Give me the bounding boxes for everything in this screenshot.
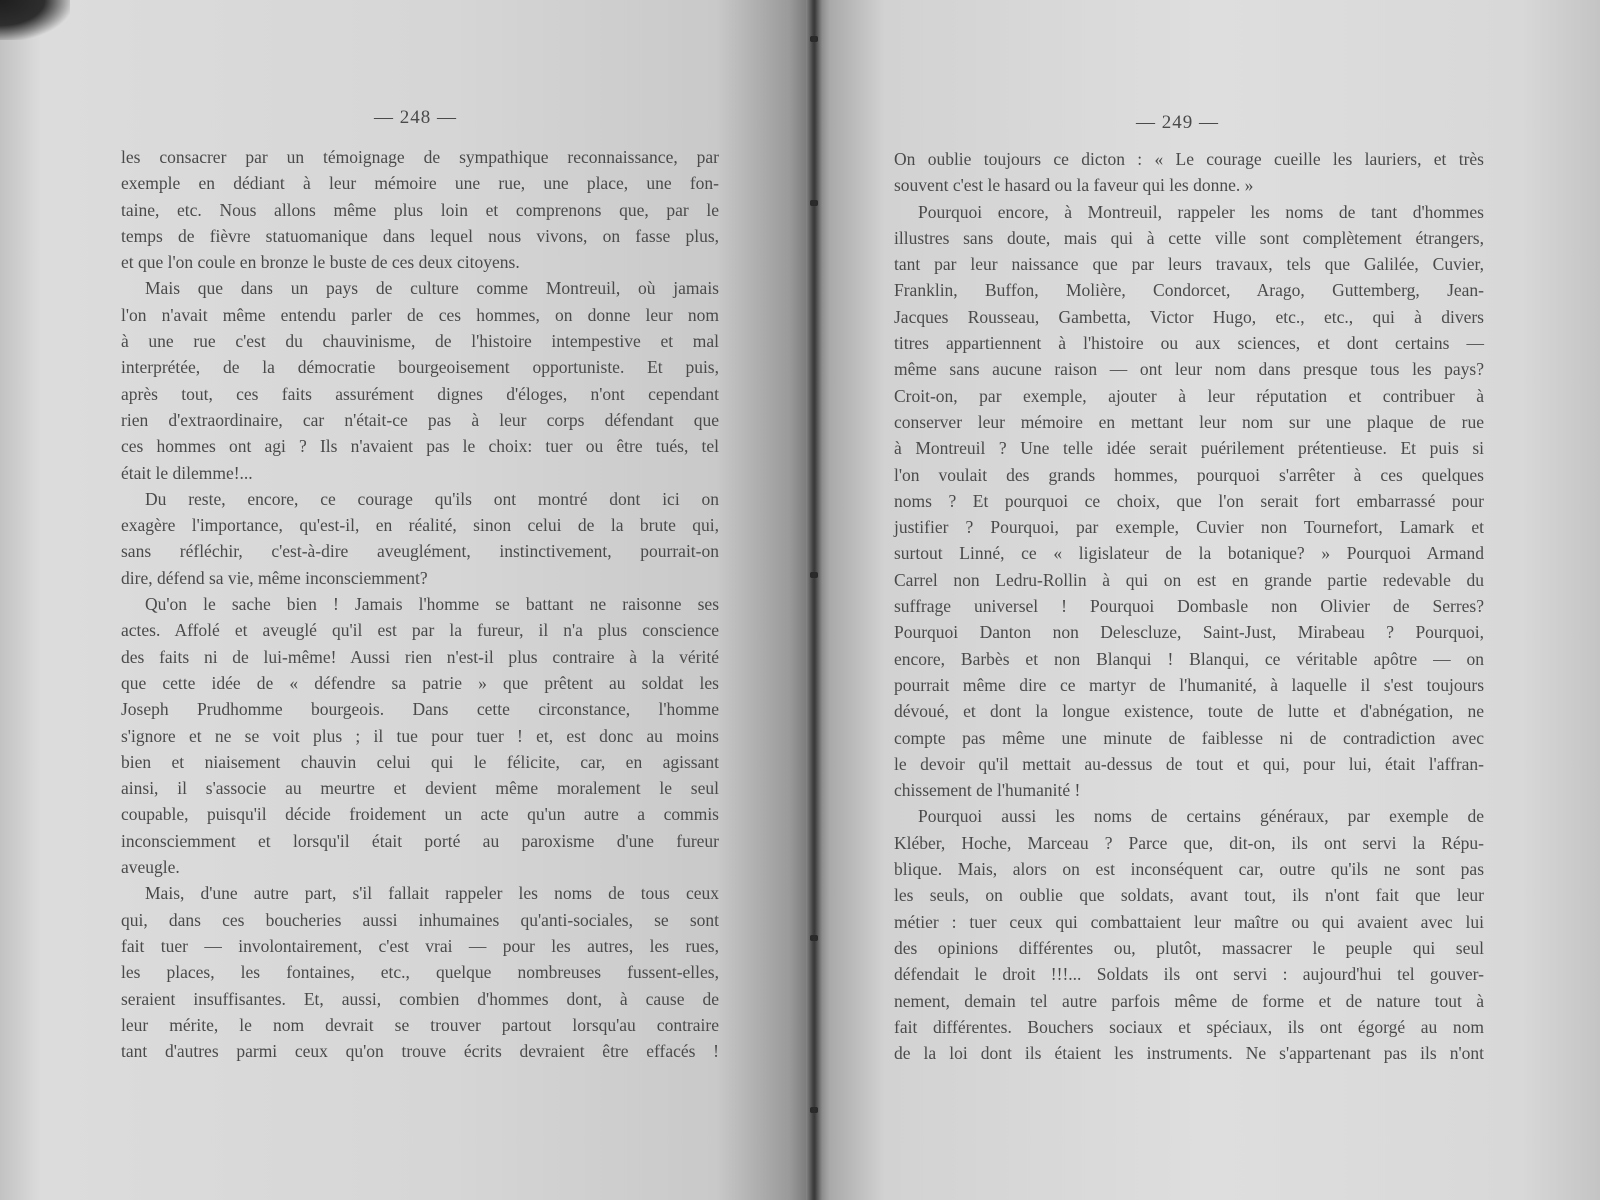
text-line: conserver leur mémoire en mettant leur nom sur une plaque de rue	[894, 411, 1484, 432]
text-line: et que l'on coule en bronze le buste de ces deux citoyens.	[121, 252, 520, 273]
text-line: des faits ni de lui-même! Aussi rien n'est-il plus contraire à la vérité	[121, 646, 719, 667]
text-line: Du reste, encore, ce courage qu'ils ont montré dont ici on	[145, 488, 719, 509]
text-line: noms ? Et pourquoi ce choix, que l'on serait fort embarrassé pour	[894, 490, 1484, 511]
text-line: Croit-on, par exemple, ajouter à leur réputation et contribuer à	[894, 385, 1484, 406]
text-line: exagère l'importance, qu'est-il, en réalité, sinon celui de la brute qui,	[121, 515, 719, 536]
text-line: les places, les fontaines, etc., quelque nombreuses fussent-elles,	[121, 962, 719, 983]
text-line: Pourquoi aussi les noms de certains généraux, par exemple de	[918, 806, 1484, 827]
text-line: aveugle.	[121, 857, 180, 878]
text-line: interprétée, de la démocratie bourgeoisement opportuniste. Et puis,	[121, 357, 719, 378]
text-line: même sans aucune raison — ont leur nom dans presque tous les pays?	[894, 359, 1484, 380]
text-line: blique. Mais, alors on est inconséquent car, outre qu'ils ne sont pas	[894, 859, 1484, 880]
text-line: des opinions différentes ou, plutôt, massacrer le peuple qui seul	[894, 937, 1484, 958]
text-line: Qu'on le sache bien ! Jamais l'homme se battant ne raisonne ses	[145, 594, 719, 615]
text-line: seraient insuffisantes. Et, aussi, combien d'hommes dont, à cause de	[121, 988, 719, 1009]
text-line: coupable, puisqu'il décide froidement un acte qu'un autre a commis	[121, 804, 719, 825]
text-line: Pourquoi Danton non Delescluze, Saint-Just, Mirabeau ? Pourquoi,	[894, 622, 1484, 643]
binding-stitch	[810, 1107, 818, 1113]
text-line: fait différentes. Bouchers sociaux et spéciaux, ils ont égorgé au nom	[894, 1016, 1484, 1037]
text-line: était le dilemme!...	[121, 462, 253, 483]
text-line: fait tuer — involontairement, c'est vrai — pour les autres, les rues,	[121, 935, 719, 956]
text-line: illustres sans doute, mais qui à cette ville sont complètement étrangers,	[894, 227, 1484, 248]
text-line: tant d'autres parmi ceux qu'on trouve écrits devraient être effacés !	[121, 1041, 719, 1062]
binding-stitch	[810, 572, 818, 578]
binding-stitch	[810, 200, 818, 206]
book-gutter	[806, 0, 822, 1200]
text-line: leur mérite, le nom devrait se trouver partout lorsqu'au contraire	[121, 1014, 719, 1035]
text-line: les consacrer par un témoignage de sympathique reconnaissance, par	[121, 147, 719, 167]
text-line: dire, défend sa vie, même inconsciemment?	[121, 567, 428, 588]
corner-shadow	[0, 0, 70, 40]
text-line: exemple en dédiant à leur mémoire une rue, une place, une fon-	[121, 173, 719, 194]
text-line: actes. Affolé et aveuglé qu'il est par la fureur, il n'a plus conscience	[121, 620, 719, 641]
text-line: Mais, d'une autre part, s'il fallait rappeler les noms de tous ceux	[145, 883, 719, 904]
text-line: les seuls, on oublie que soldats, avant tout, ils n'ont fait que leur	[894, 885, 1484, 906]
text-line: ainsi, il s'associe au meurtre et devient même moralement le seul	[121, 778, 719, 799]
binding-stitch	[810, 935, 818, 941]
text-line: sans réfléchir, c'est-à-dire aveuglément, instinctivement, pourrait-on	[121, 541, 719, 562]
text-line: taine, etc. Nous allons même plus loin et comprenons que, par le	[121, 199, 719, 220]
text-line: à une rue c'est du chauvinisme, de l'histoire intempestive et mal	[121, 331, 719, 352]
text-line: chissement de l'humanité !	[894, 780, 1081, 801]
text-line: dévoué, et dont la longue existence, toute de lutte et d'abnégation, ne	[894, 701, 1484, 722]
text-line: Carrel non Ledru-Rollin à qui on est en grande partie redevable du	[894, 569, 1484, 590]
text-line: à Montreuil ? Une telle idée serait puérilement prétentieuse. Et puis si	[894, 438, 1484, 459]
text-line: Mais que dans un pays de culture comme Montreuil, où jamais	[145, 278, 719, 299]
text-line: compte pas même une minute de faiblesse ni de contradiction avec	[894, 727, 1484, 748]
text-line: Kléber, Hoche, Marceau ? Parce que, dit-on, ils ont servi la Répu-	[894, 832, 1484, 853]
right-page	[814, 0, 1600, 1200]
right-page-number: — 249 —	[1136, 112, 1219, 133]
text-line: le devoir qu'il mettait au-dessus de tout et qui, pour lui, était l'affran-	[894, 753, 1484, 774]
text-line: Pourquoi encore, à Montreuil, rappeler les noms de tant d'hommes	[918, 201, 1484, 222]
left-page-text	[121, 144, 719, 1064]
text-line: souvent c'est le hasard ou la faveur qui les donne. »	[894, 175, 1254, 196]
text-line: l'on n'avait même entendu parler de ces hommes, on donne leur nom	[121, 304, 719, 325]
text-line: qui, dans ces boucheries aussi inhumaines qu'anti-sociales, se sont	[121, 909, 719, 930]
text-line: bien et niaisement chauvin celui qui le félicite, car, en agissant	[121, 751, 719, 772]
text-line: encore, Barbès et non Blanqui ! Blanqui, ce véritable apôtre — on	[894, 648, 1484, 669]
text-line: On oublie toujours ce dicton : « Le courage cueille les lauriers, et très	[894, 149, 1484, 169]
text-line: temps de fièvre statuomanique dans lequel nous vivons, on fasse plus,	[121, 225, 719, 246]
text-line: Joseph Prudhomme bourgeois. Dans cette circonstance, l'homme	[121, 699, 719, 720]
text-line: inconsciemment et lorsqu'il était porté au paroxisme d'une fureur	[121, 830, 719, 851]
text-line: ces hommes ont agi ? Ils n'avaient pas le choix: tuer ou être tués, tel	[121, 436, 719, 457]
text-line: que cette idée de « défendre sa patrie » que prêtent au soldat les	[121, 672, 719, 693]
text-line: de la loi dont ils étaient les instruments. Ne s'appartenant pas ils n'ont	[894, 1043, 1484, 1064]
binding-stitch	[810, 36, 818, 42]
text-line: nement, demain tel autre parfois même de forme et de nature tout à	[894, 990, 1484, 1011]
text-line: Franklin, Buffon, Molière, Condorcet, Arago, Guttemberg, Jean-	[894, 280, 1484, 301]
text-line: surtout Linné, ce « ligislateur de la botanique? » Pourquoi Armand	[894, 543, 1484, 564]
text-line: métier : tuer ceux qui combattaient leur maître ou qui avaient avec lui	[894, 911, 1484, 932]
text-line: l'on voulait des grands hommes, pourquoi s'arrêter à ces quelques	[894, 464, 1484, 485]
text-line: pourrait même dire ce martyr de l'humanité, à laquelle il s'est toujours	[894, 674, 1484, 695]
right-page-text	[894, 146, 1484, 1066]
text-line: après tout, ces faits assurément dignes d'éloges, n'ont cependant	[121, 383, 719, 404]
text-line: Jacques Rousseau, Gambetta, Victor Hugo, etc., etc., qui à divers	[894, 306, 1484, 327]
text-line: rien d'extraordinaire, car n'était-ce pas à leur corps défendant que	[121, 409, 719, 430]
text-line: suffrage universel ! Pourquoi Dombasle non Olivier de Serres?	[894, 596, 1484, 617]
text-line: titres appartiennent à l'histoire ou aux sciences, et dont certains —	[894, 333, 1484, 354]
text-line: s'ignore et ne se voit plus ; il tue pour tuer ! et, est donc au moins	[121, 725, 719, 746]
text-line: tant par leur naissance que par leurs travaux, tels que Galilée, Cuvier,	[894, 254, 1484, 275]
text-line: justifier ? Pourquoi, par exemple, Cuvier non Tournefort, Lamark et	[894, 517, 1484, 538]
text-line: défendait le droit !!!... Soldats ils ont servi : aujourd'hui tel gouver-	[894, 964, 1484, 985]
left-page-number: — 248 —	[374, 107, 457, 128]
